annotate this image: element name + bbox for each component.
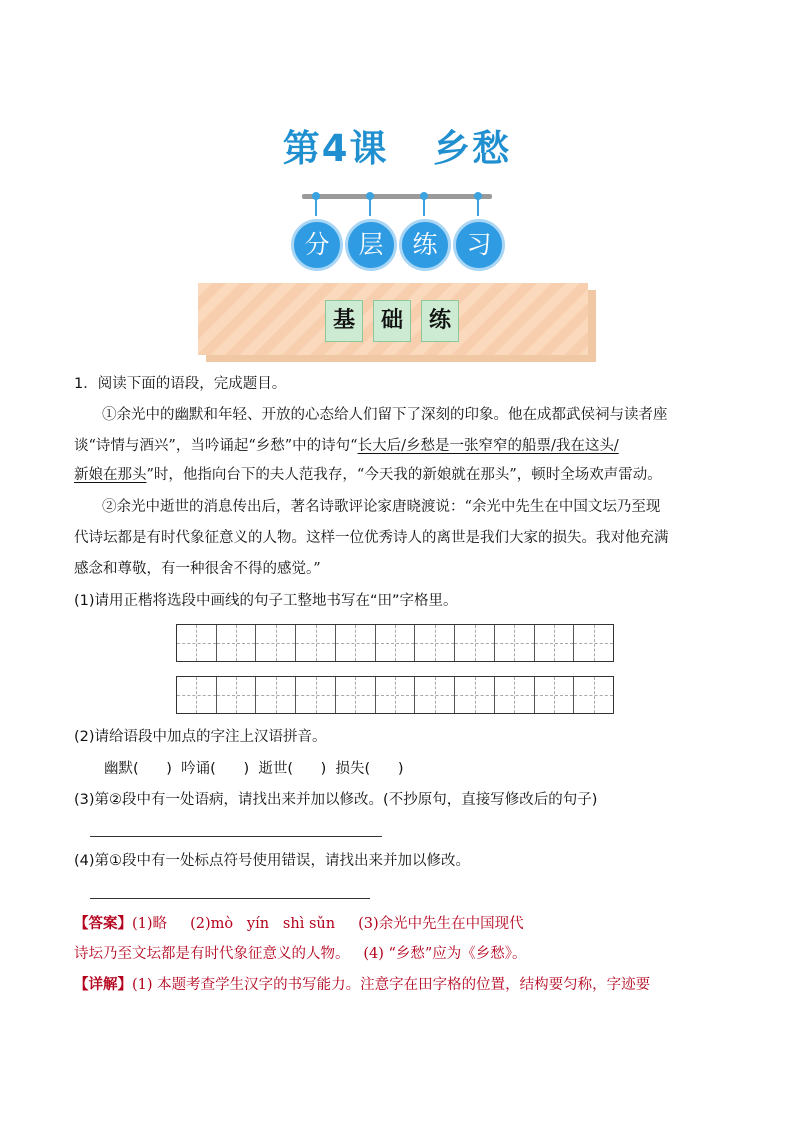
banner-char: 基: [325, 300, 363, 342]
section-char: 习: [453, 219, 505, 271]
paragraph-1-line: ①余光中的幽默和年轻、开放的心态给人们留下了深刻的印象。他在成都武侯祠与读者座: [102, 407, 668, 423]
question-2: (2)请给语段中加点的字注上汉语拼音。: [74, 729, 327, 745]
page-title: 第4课 乡愁: [282, 127, 512, 170]
detail-line: [74, 976, 650, 994]
answer-line-1: [74, 915, 524, 933]
section-char: 层: [345, 219, 397, 271]
writing-grid-row[interactable]: [176, 624, 614, 662]
pinyin-words: 幽默( ) 吟诵( ) 逝世( ) 损失( ): [104, 761, 404, 777]
question-1: (1)请用正楷将选段中画线的句子工整地书写在“田”字格里。: [74, 593, 458, 609]
paragraph-2-line: 代诗坛都是有时代象征意义的人物。这样一位优秀诗人的离世是我们大家的损失。我对他充满: [74, 530, 669, 546]
section-char: 分: [291, 219, 343, 271]
question-intro: 1．阅读下面的语段，完成题目。: [74, 376, 287, 392]
banner-char: 础: [373, 300, 411, 342]
pin-decoration: [369, 196, 371, 216]
paragraph-1-line: [74, 437, 619, 455]
text-span: ”时，他指向台下的夫人范我存，“今天我的新娘就在那头”，顿时全场欢声雷动。: [146, 467, 662, 483]
banner-char: 练: [421, 300, 459, 342]
detail-text: (1) 本题考查学生汉字的书写能力。注意字在田字格的位置，结构要匀称，字迹要: [132, 977, 651, 993]
pin-decoration: [423, 196, 425, 216]
answer-label: 【答案】: [74, 915, 132, 932]
question-4: (4)第①段中有一处标点符号使用错误，请找出来并加以修改。: [74, 853, 471, 869]
pin-decoration: [477, 196, 479, 216]
answer-line-2: 诗坛乃至文坛都是有时代象征意义的人物。 (4) “乡愁”应为《乡愁》。: [74, 946, 527, 962]
underlined-sentence: 长大后/乡愁是一张窄窄的船票/我在这头/: [357, 438, 619, 454]
answer-line[interactable]: [90, 898, 370, 899]
writing-grid-row[interactable]: [176, 676, 614, 714]
section-char: 练: [399, 219, 451, 271]
paragraph-1-line: [74, 466, 662, 484]
pin-decoration: [315, 196, 317, 216]
paragraph-2-line: ②余光中逝世的消息传出后，著名诗歌评论家唐晓渡说：“余光中先生在中国文坛乃至现: [102, 499, 661, 515]
decorative-bar: [302, 194, 492, 199]
detail-label: 【详解】: [74, 976, 132, 993]
text-span: 谈“诗情与酒兴”，当吟诵起“乡愁”中的诗句“: [74, 438, 358, 454]
answer-line[interactable]: [90, 836, 382, 837]
underlined-sentence: 新娘在那头: [74, 467, 147, 483]
paragraph-2-line: 感念和尊敬，有一种很舍不得的感觉。”: [74, 561, 321, 577]
question-3: (3)第②段中有一处语病，请找出来并加以修改。(不抄原句，直接写修改后的句子): [74, 792, 598, 808]
answer-text: (1)略 (2)mò yín shì sǔn (3)余光中先生在中国现代: [132, 916, 524, 932]
